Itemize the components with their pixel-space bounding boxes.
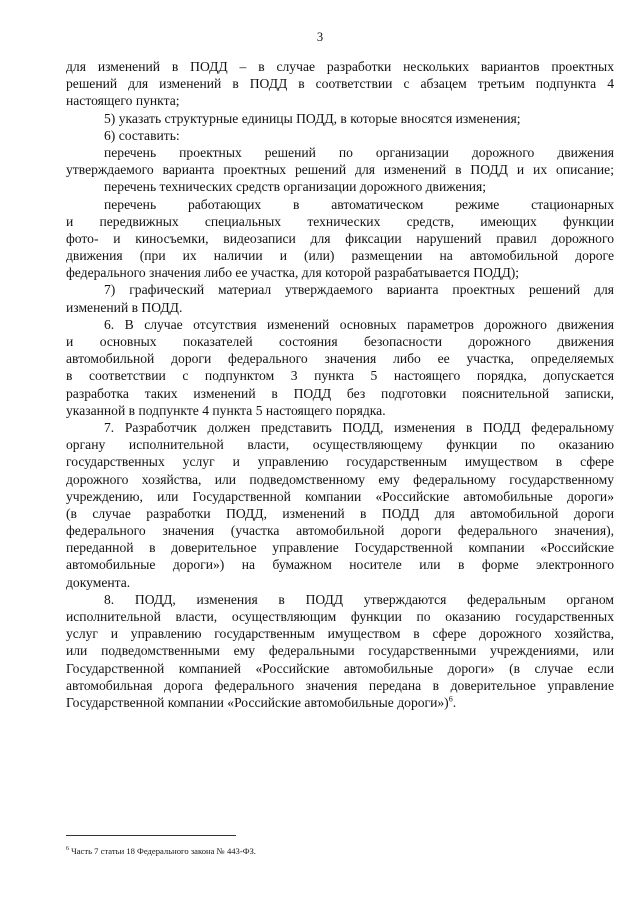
text-line-content: 7) графический материал утверждаемого варианта проектных решений для xyxy=(104,282,614,298)
text-line-content: разработка таких изменений в ПОДД без подготовки пояснительной записки, xyxy=(66,385,614,401)
text-line xyxy=(66,660,614,677)
text-line-content: дорожного хозяйства, или подведомственному ему федеральному государственному xyxy=(66,471,614,487)
text-line-content: указанной в подпункте 4 пункта 5 настоящего порядка. xyxy=(66,402,386,418)
text-line xyxy=(66,488,614,505)
text-line xyxy=(66,316,614,333)
text-line xyxy=(66,385,614,402)
text-line xyxy=(66,161,614,178)
text-line-content: для изменений в ПОДД – в случае разработки нескольких вариантов проектных xyxy=(66,59,614,74)
text-line xyxy=(66,505,614,522)
text-line xyxy=(66,196,614,213)
text-line-content: фото- и киносъемки, видеозаписи для фиксации нарушений правил дорожного xyxy=(66,230,614,246)
footnote-reference: 6 xyxy=(448,694,453,704)
text-line xyxy=(66,247,614,264)
text-line-content: перечень технических средств организации дорожного движения; xyxy=(104,179,487,195)
text-line-content: автомобильной дороги федерального значения либо ее участка, определяемых xyxy=(66,351,614,367)
footnote xyxy=(66,846,256,857)
text-line xyxy=(66,677,614,694)
text-line xyxy=(66,522,614,539)
text-line xyxy=(66,574,614,591)
text-line xyxy=(66,58,614,75)
text-line-content: решений для изменений в ПОДД в соответствии с абзацем третьим подпункта 4 xyxy=(66,76,614,92)
text-line-content: 8. ПОДД, изменения в ПОДД утверждаются федеральным органом xyxy=(104,591,614,607)
text-line xyxy=(66,110,614,127)
text-line-content: государственных услуг и управлению государственным имуществом в сфере xyxy=(66,454,614,470)
text-line-content: и передвижных специальных технических средств, имеющих функции xyxy=(66,213,614,229)
text-line xyxy=(66,264,614,281)
document-body xyxy=(66,58,614,711)
sentence-period: . xyxy=(452,694,457,710)
text-line-content: органу исполнительной власти, осуществляющему функции по оказанию xyxy=(66,437,614,453)
text-line-content: Государственной компании «Российские автомобильные дороги») xyxy=(66,694,449,710)
footnote-text: Часть 7 статьи 18 Федерального закона № 443-ФЗ. xyxy=(69,846,256,856)
text-line-content: федерального значения либо ее участка, для которой разрабатывается ПОДД); xyxy=(66,265,520,281)
text-line xyxy=(66,402,614,419)
text-line xyxy=(66,350,614,367)
text-line-content: автомобильные дороги») на бумажном носителе или в форме электронного xyxy=(66,557,614,573)
text-line-content: настоящего пункта; xyxy=(66,93,180,109)
text-line xyxy=(66,591,614,608)
text-line-content: перечень работающих в автоматическом режиме стационарных xyxy=(104,196,614,212)
text-line-content: 5) указать структурные единицы ПОДД, в которые вносятся изменения; xyxy=(104,110,521,126)
text-line-content: Государственной компанией «Российские автомобильные дороги» (в случае если xyxy=(66,660,614,676)
text-line-content: федерального значения (участка автомобильной дороги федерального значения), xyxy=(66,523,614,539)
text-line-content: учреждению, или Государственной компании «Российские автомобильные дороги» xyxy=(66,488,614,504)
text-line-content: 6) составить: xyxy=(104,127,180,143)
footnote-mark: 6 xyxy=(66,846,69,853)
text-line xyxy=(66,144,614,161)
text-line-content: документа. xyxy=(66,574,131,590)
text-line-content: исполнительной власти, осуществляющим функции по оказанию государственных xyxy=(66,609,614,624)
text-line xyxy=(66,127,614,144)
text-line-content: 6. В случае отсутствия изменений основных параметров дорожного движения xyxy=(104,316,614,332)
text-line xyxy=(66,556,614,573)
page-number: 3 xyxy=(316,30,324,44)
text-line-content: движения (при их наличии и (или) размещении на автомобильной дороге xyxy=(66,248,614,264)
text-line xyxy=(66,299,614,316)
text-line xyxy=(66,436,614,453)
text-line xyxy=(66,642,614,659)
text-line-content: переданной в доверительное управление Государственной компании «Российские xyxy=(66,540,614,556)
text-line xyxy=(66,453,614,470)
text-line xyxy=(66,281,614,298)
text-line-content: (в случае разработки ПОДД, изменений в ПОДД для автомобильной дороги xyxy=(66,505,614,521)
text-line-content: и основных показателей состояния безопасности дорожного движения xyxy=(66,334,614,349)
text-line xyxy=(66,92,614,109)
text-line xyxy=(66,213,614,230)
text-line xyxy=(66,694,614,711)
text-line xyxy=(66,471,614,488)
text-line-content: услуг и управлению государственным имуществом в сфере дорожного хозяйства, xyxy=(66,626,614,642)
text-line xyxy=(66,178,614,195)
text-line xyxy=(66,333,614,350)
text-line xyxy=(66,75,614,92)
text-line-content: изменений в ПОДД. xyxy=(66,299,183,315)
text-line-content: утверждаемого варианта проектных решений для изменений в ПОДД и их описание; xyxy=(66,162,614,178)
text-line-content: 7. Разработчик должен представить ПОДД, изменения в ПОДД федеральному xyxy=(104,419,614,435)
text-line-content: в соответствии с подпунктом 3 пункта 5 настоящего порядка, допускается xyxy=(66,368,614,384)
text-line xyxy=(66,230,614,247)
text-line-content: перечень проектных решений по организации дорожного движения xyxy=(104,144,614,160)
text-line xyxy=(66,367,614,384)
text-line xyxy=(66,625,614,642)
text-line-content: автомобильная дорога федерального значения передана в доверительное управление xyxy=(66,677,614,693)
footnote-divider xyxy=(66,835,236,836)
text-line xyxy=(66,539,614,556)
text-line-content: или подведомственными ему федеральными государственными учреждениями, или xyxy=(66,643,614,659)
text-line xyxy=(66,419,614,436)
text-line xyxy=(66,608,614,625)
